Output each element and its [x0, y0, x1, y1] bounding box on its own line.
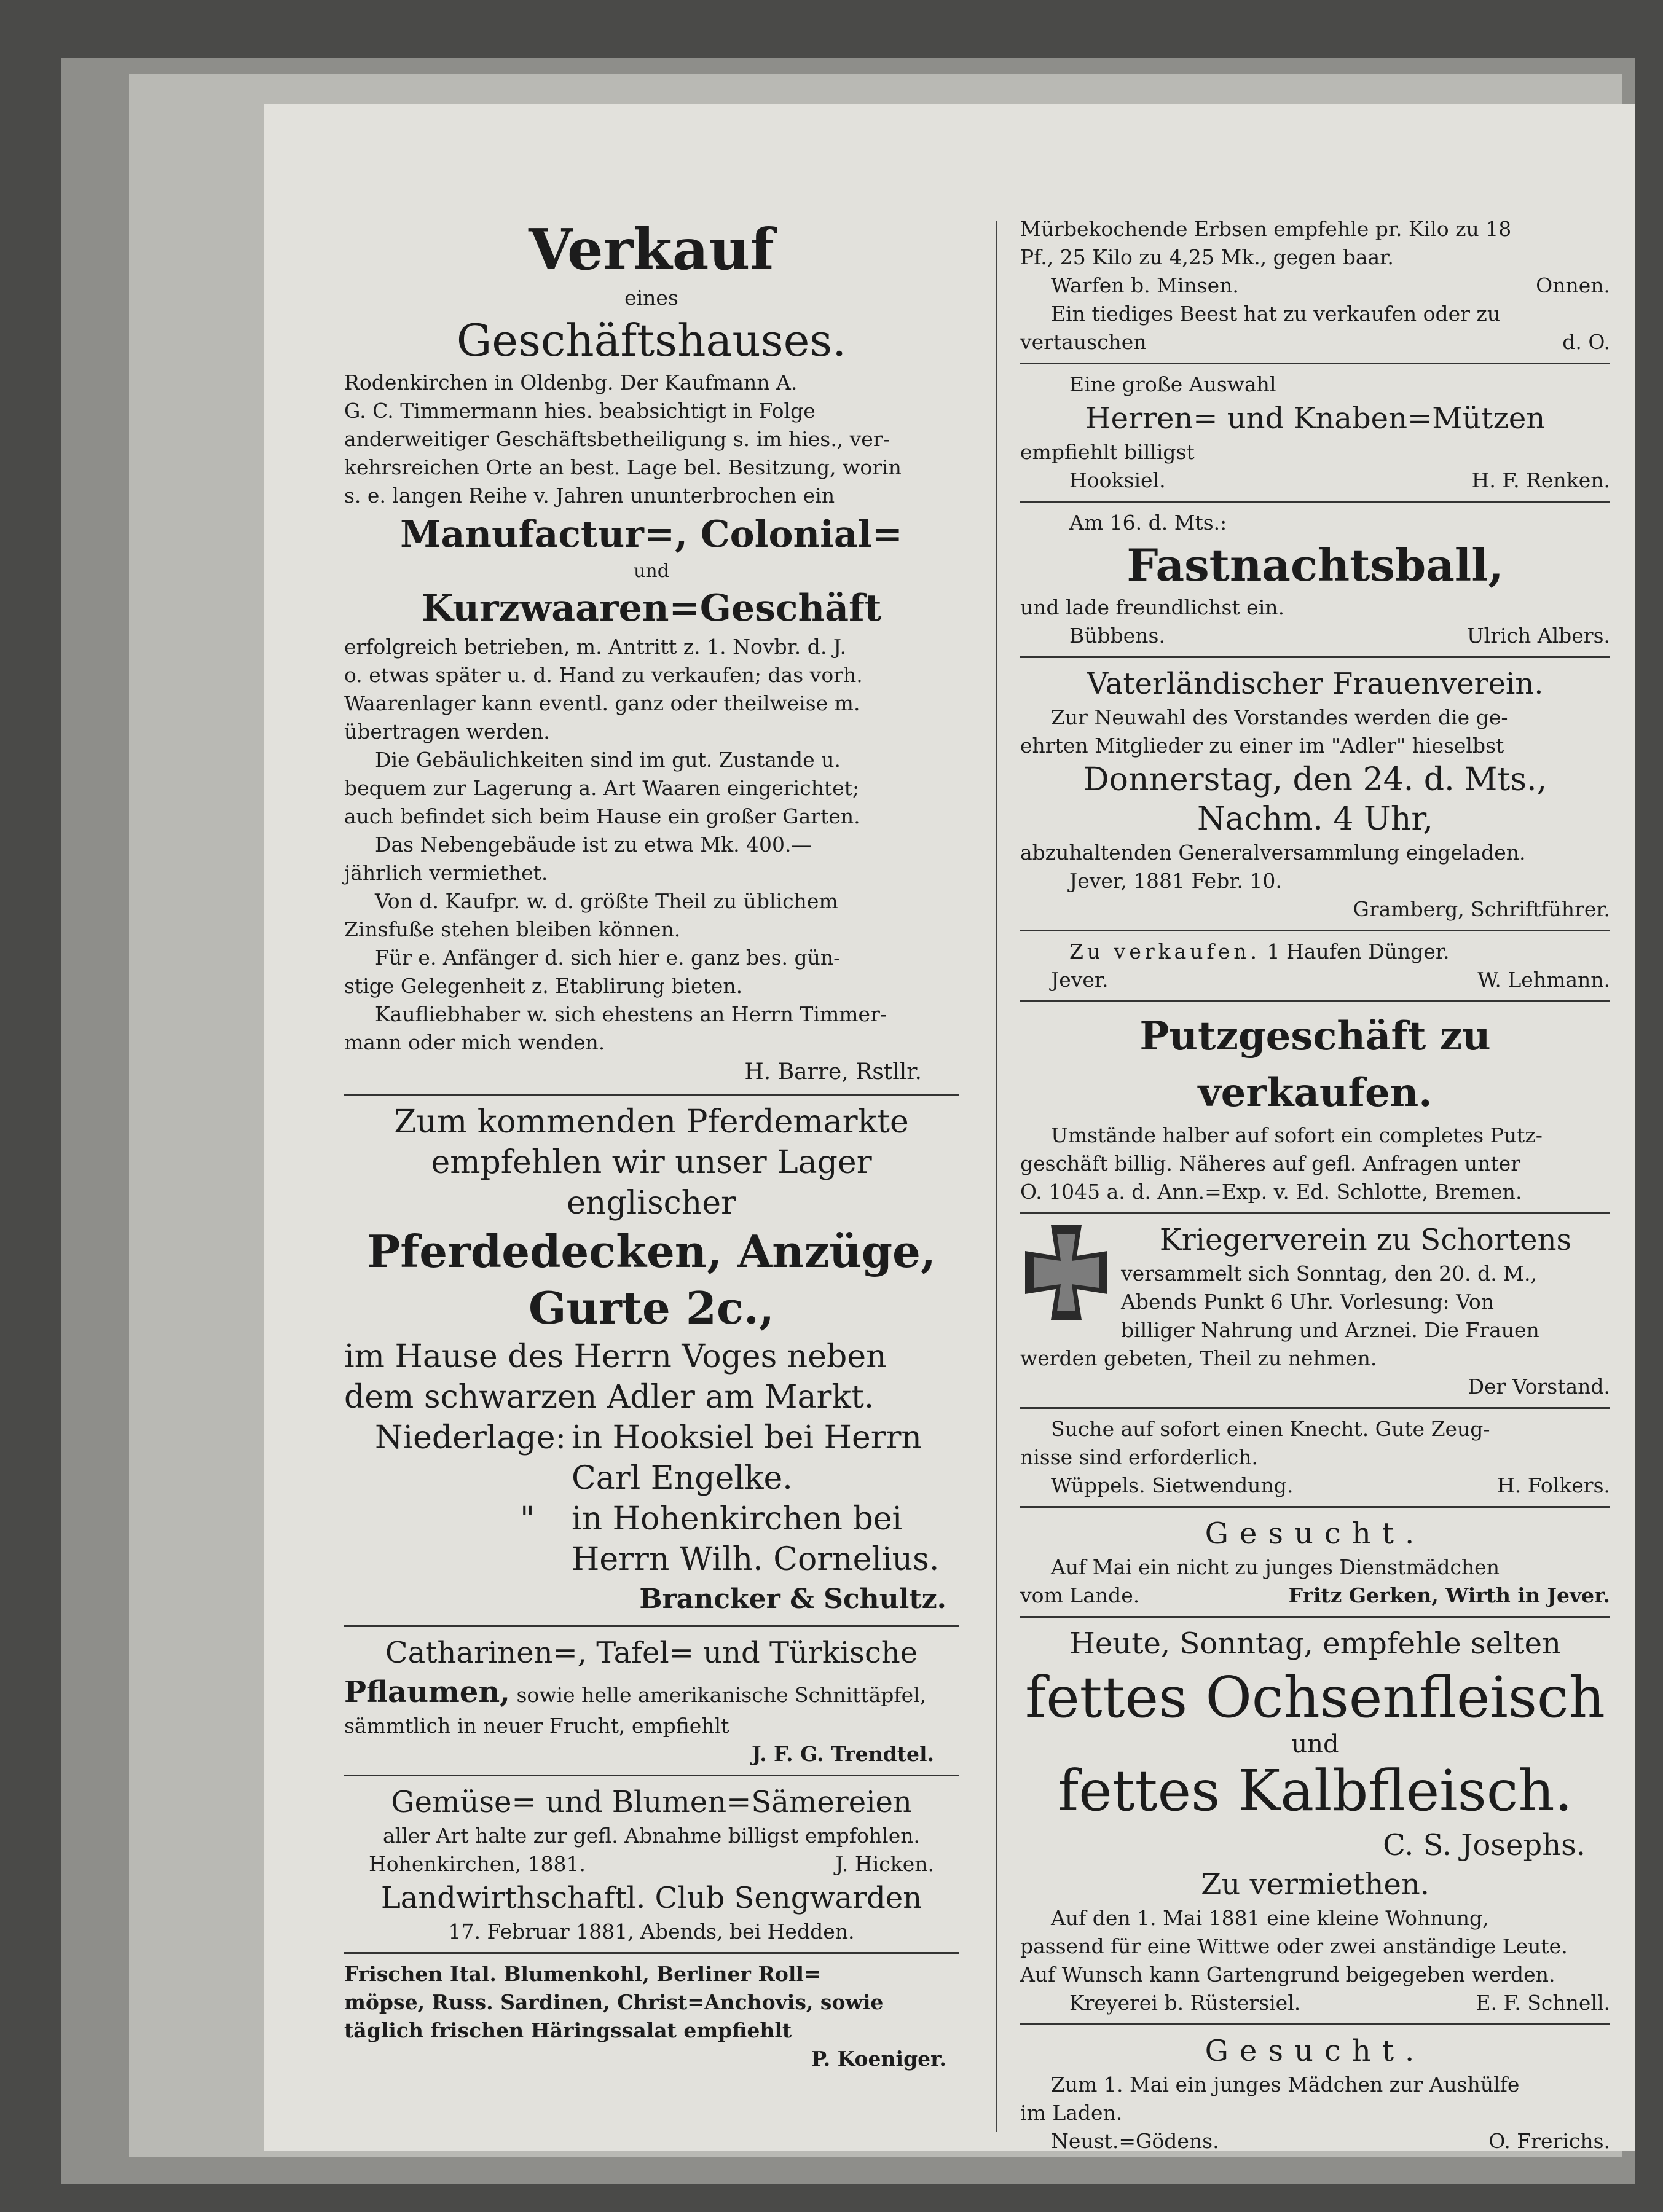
place: Warfen b. Minsen. [1051, 273, 1239, 297]
place: Hooksiel. [1069, 468, 1166, 492]
text-line: im Hause des Herrn Voges neben [344, 1338, 887, 1375]
place: Bübbens. [1069, 624, 1165, 648]
row [1020, 1989, 1610, 2017]
row [1020, 1582, 1610, 1610]
ad-title: Gemüse= und Blumen=Sämereien [391, 1785, 912, 1819]
text-line: Zum kommenden Pferdemarkte [394, 1104, 909, 1140]
ad-separator [1020, 656, 1610, 658]
text-line: übertragen werden. [344, 720, 550, 743]
event-time: Nachm. 4 Uhr, [1197, 801, 1434, 837]
row [1020, 2127, 1610, 2155]
text-line: aller Art halte zur gefl. Abnahme billigst empfohlen. [383, 1824, 920, 1848]
row [1020, 272, 1610, 300]
ad-duenger [1020, 938, 1610, 994]
text-line: Mürbekochende Erbsen empfehle pr. Kilo zu 18 [1020, 217, 1512, 241]
text-line: billiger Nahrung und Arznei. Die Frauen [1121, 1318, 1539, 1342]
text-line: Abends Punkt 6 Uhr. Vorlesung: Von [1121, 1290, 1495, 1314]
iron-cross-icon [1020, 1220, 1112, 1325]
text-line: Umstände halber auf sofort ein completes Putz- [1051, 1123, 1543, 1147]
text-line: sämmtlich in neuer Frucht, empfiehlt [344, 1714, 729, 1738]
ad-signature: Brancker & Schultz. [639, 1583, 946, 1615]
ad-separator [1020, 501, 1610, 503]
ad-title: Zu vermiethen. [1200, 1867, 1430, 1902]
left-column [344, 215, 959, 2073]
text-line: werden gebeten, Theil zu nehmen. [1020, 1346, 1377, 1370]
ad-title: Gesucht. [1205, 2034, 1426, 2068]
text-line: s. e. langen Reihe v. Jahren ununterbrochen ein [344, 484, 835, 508]
text-line: Die Gebäulichkeiten sind im gut. Zustande u. [375, 748, 841, 772]
text: in Hooksiel bei Herrn [572, 1419, 922, 1456]
ad-title: Verkauf [529, 216, 774, 283]
text-line: versammelt sich Sonntag, den 20. d. M., [1121, 1261, 1537, 1285]
ad-signature: Gramberg, Schriftführer. [1353, 897, 1610, 921]
ad-signature: Ulrich Albers. [1466, 624, 1610, 648]
ad-signature: J. Hicken. [835, 1852, 934, 1876]
text-line: Frischen Ital. Blumenkohl, Berliner Roll= [344, 1962, 821, 1986]
ad-signature: H. Barre, Rstllr. [744, 1059, 922, 1084]
ad-kriegerverein [1020, 1220, 1610, 1401]
ad-pflaumen [344, 1633, 959, 1768]
text-line: stige Gelegenheit z. Etablirung bieten. [344, 974, 743, 998]
business-type-2: Kurzwaaren=Geschäft [421, 587, 882, 630]
text-line: jährlich vermiethet. [344, 861, 548, 885]
ad-zu-vermiethen [1020, 1865, 1610, 2017]
ad-separator [344, 1775, 959, 1776]
ad-signature: d. O. [1562, 330, 1610, 354]
ad-separator [1020, 2023, 1610, 2025]
ad-fleisch [1020, 1624, 1610, 1865]
ad-putzgeschaeft [1020, 1008, 1610, 1206]
ad-signature: H. F. Renken. [1471, 468, 1610, 492]
ad-title: Catharinen=, Tafel= und Türkische [385, 1636, 918, 1670]
ad-club-sengwarden [344, 1878, 959, 1946]
text-line: empfehlen wir unser Lager englischer [431, 1144, 872, 1222]
text-line: Herrn Wilh. Cornelius. [572, 1541, 940, 1578]
right-column [1020, 215, 1610, 2155]
text-line: Pf., 25 Kilo zu 4,25 Mk., gegen baar. [1020, 245, 1394, 269]
event-date: Donnerstag, den 24. d. Mts., [1083, 761, 1547, 798]
ad-signature: W. Lehmann. [1477, 968, 1610, 992]
text-line: Suche auf sofort einen Knecht. Gute Zeug- [1051, 1417, 1490, 1441]
text: sowie helle amerikanische Schnittäpfel, [516, 1683, 927, 1707]
text: in Hohenkirchen bei [572, 1500, 903, 1537]
ad-erbsen [1020, 215, 1610, 300]
text-line [344, 1673, 959, 1712]
text-line: anderweitiger Geschäftsbetheiligung s. im hies., ver- [344, 427, 890, 451]
ad-muetzen [1020, 371, 1610, 495]
ad-gesucht-maedchen [1020, 2031, 1610, 2155]
ad-separator [1020, 1407, 1610, 1409]
text-line: Auf den 1. Mai 1881 eine kleine Wohnung, [1051, 1906, 1489, 1930]
ad-knecht [1020, 1415, 1610, 1500]
text-line: geschäft billig. Näheres auf gefl. Anfragen unter [1020, 1151, 1520, 1175]
ad-signature: C. S. Josephs. [1383, 1828, 1586, 1862]
text-line: Carl Engelke. [572, 1460, 793, 1497]
newspaper-page [264, 104, 1635, 2151]
text-line: bequem zur Lagerung a. Art Waaren eingerichtet; [344, 776, 860, 800]
text-line: Auf Mai ein nicht zu junges Dienstmädchen [1051, 1555, 1500, 1579]
text-line: Von d. Kaufpr. w. d. größte Theil zu üblichem [375, 889, 838, 913]
ad-gesucht-dienstmaedchen [1020, 1514, 1610, 1610]
ad-separator [1020, 1506, 1610, 1508]
highlight: Pflaumen, [344, 1675, 510, 1709]
ad-separator [1020, 363, 1610, 364]
text-line: ehrten Mitglieder zu einer im "Adler" hieselbst [1020, 734, 1504, 758]
text-line: Kaufliebhaber w. sich ehestens an Herrn Timmer- [375, 1002, 887, 1026]
text-line: erfolgreich betrieben, m. Antritt z. 1. Novbr. d. J. [344, 635, 847, 659]
text-line: nisse sind erforderlich. [1020, 1445, 1258, 1469]
conjunction: und [1291, 1730, 1339, 1759]
ad-separator [344, 1094, 959, 1096]
ad-title-2: Gurte 2c., [529, 1282, 774, 1334]
text-line: möpse, Russ. Sardinen, Christ=Anchovis, sowie [344, 1990, 884, 2014]
row [1020, 328, 1610, 356]
ad-separator [1020, 1616, 1610, 1618]
text-line: G. C. Timmermann hies. beabsichtigt in Folge [344, 399, 816, 423]
place: Jever. [1051, 968, 1109, 992]
text-line: Heute, Sonntag, empfehle selten [1069, 1626, 1561, 1661]
text-line: Für e. Anfänger d. sich hier e. ganz bes. gün- [375, 946, 841, 970]
ad-verkauf-geschaeftshaus [344, 215, 959, 1088]
ad-pferdedecken [344, 1102, 959, 1619]
ad-signature: P. Koeniger. [811, 2047, 946, 2071]
ad-title: Pferdedecken, Anzüge, [367, 1225, 936, 1277]
ad-signature: O. Frerichs. [1488, 2129, 1610, 2153]
text-line: o. etwas später u. d. Hand zu verkaufen; das vorh. [344, 663, 863, 687]
text-line: Zum 1. Mai ein junges Mädchen zur Aushülfe [1051, 2073, 1520, 2096]
column-divider [996, 221, 997, 2132]
text-line: passend für eine Wittwe oder zwei anständige Leute. [1020, 1934, 1568, 1958]
text-line: dem schwarzen Adler am Markt. [344, 1379, 875, 1416]
ad-title: Herren= und Knaben=Mützen [1085, 401, 1546, 436]
ad-separator [344, 1625, 959, 1627]
row [1020, 1472, 1610, 1500]
place: Kreyerei b. Rüstersiel. [1069, 1991, 1301, 2015]
text-line: Rodenkirchen in Oldenbg. Der Kaufmann A. [344, 371, 798, 394]
ad-signature: Fritz Gerken, Wirth in Jever. [1288, 1583, 1610, 1607]
row [1020, 622, 1610, 650]
place: Jever, 1881 Febr. 10. [1069, 869, 1282, 893]
ad-title: fettes Ochsenfleisch [1025, 1665, 1605, 1730]
text-line: Zinsfuße stehen bleiben können. [344, 917, 681, 941]
text-line: täglich frischen Häringssalat empfiehlt [344, 2018, 792, 2042]
ad-signature: E. F. Schnell. [1476, 1991, 1610, 2015]
text-line: Eine große Auswahl [1069, 372, 1276, 396]
ditto-mark: " [520, 1500, 535, 1537]
label: Niederlage: [375, 1419, 567, 1456]
ad-signature: H. Folkers. [1497, 1473, 1610, 1497]
text-line: kehrsreichen Orte an best. Lage bel. Besitzung, worin [344, 455, 902, 479]
ad-title: Landwirthschaftl. Club Sengwarden [380, 1881, 922, 1915]
cross-text [1121, 1220, 1610, 1344]
ad-title: Vaterländischer Frauenverein. [1087, 667, 1544, 701]
conjunction: und [634, 560, 669, 582]
text-line: O. 1045 a. d. Ann.=Exp. v. Ed. Schlotte, Bremen. [1020, 1180, 1522, 1204]
text: 1 Haufen Dünger. [1267, 939, 1450, 963]
text-line: abzuhaltenden Generalversammlung eingeladen. [1020, 841, 1526, 865]
text: vertauschen [1020, 330, 1147, 354]
row [1020, 466, 1610, 495]
ad-beest [1020, 300, 1610, 356]
text-line: mann oder mich wenden. [344, 1030, 605, 1054]
ad-title: Gesucht. [1205, 1516, 1426, 1551]
place: Neust.=Gödens. [1051, 2129, 1219, 2153]
ad-fastnachtsball [1020, 509, 1610, 650]
text-line: im Laden. [1020, 2101, 1123, 2125]
ad-separator [1020, 1000, 1610, 1002]
text-line: und lade freundlichst ein. [1020, 595, 1284, 619]
ad-separator [1020, 930, 1610, 931]
ad-separator [344, 1952, 959, 1954]
ad-title-2: fettes Kalbfleisch. [1058, 1758, 1573, 1824]
text-line: Zur Neuwahl des Vorstandes werden die ge- [1051, 705, 1508, 729]
ad-saemereien [344, 1783, 959, 1878]
text-line [1020, 938, 1610, 966]
ad-separator [1020, 1212, 1610, 1214]
ad-subtitle: eines [624, 286, 678, 310]
place: Hohenkirchen, 1881. [369, 1852, 586, 1876]
row [344, 1499, 959, 1539]
ad-title: Putzgeschäft zu verkaufen. [1139, 1013, 1491, 1116]
ad-frauenverein [1020, 664, 1610, 924]
ad-signature: Der Vorstand. [1468, 1375, 1610, 1398]
row [344, 1418, 959, 1458]
row [344, 1850, 959, 1878]
cross-row [1020, 1220, 1610, 1344]
text-line: empfiehlt billigst [1020, 440, 1195, 464]
text-line: Waarenlager kann eventl. ganz oder theilweise m. [344, 691, 860, 715]
place: vom Lande. [1020, 1583, 1140, 1607]
text-line: auch befindet sich beim Hause ein großer Garten. [344, 804, 860, 828]
business-type: Manufactur=, Colonial= [400, 513, 903, 556]
text-line: Ein tiediges Beest hat zu verkaufen oder zu [1051, 302, 1501, 326]
ad-blumenkohl [344, 1960, 959, 2073]
text-line: Am 16. d. Mts.: [1069, 511, 1227, 535]
text-line: 17. Februar 1881, Abends, bei Hedden. [448, 1920, 855, 1943]
ad-title: Kriegerverein zu Schortens [1159, 1223, 1572, 1257]
ad-signature: Onnen. [1536, 273, 1610, 297]
row [1020, 966, 1610, 994]
text-line: Auf Wunsch kann Gartengrund beigegeben werden. [1020, 1963, 1555, 1986]
ad-title-2: Geschäftshauses. [456, 315, 847, 366]
ad-signature: J. F. G. Trendtel. [752, 1742, 934, 1766]
ad-title: Fastnachtsball, [1126, 539, 1504, 591]
text-line: Das Nebengebäude ist zu etwa Mk. 400.— [375, 833, 812, 857]
place: Wüppels. Sietwendung. [1051, 1473, 1294, 1497]
text: Zu verkaufen. [1069, 939, 1261, 963]
